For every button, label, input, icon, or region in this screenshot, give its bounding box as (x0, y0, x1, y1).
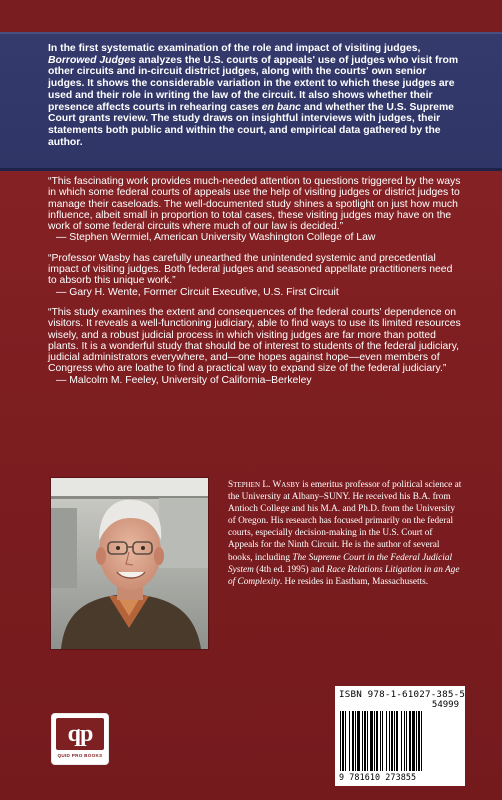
endorsement-1 (48, 176, 462, 244)
barcode-bar (374, 711, 375, 771)
quote-attribution: — Malcolm M. Feeley, University of California–Berkeley (56, 374, 312, 386)
isbn-number: ISBN 978-1-61027-385-5 (339, 689, 466, 700)
barcode-bar (389, 711, 390, 771)
barcode-bar (376, 711, 378, 771)
endorsement-3 (48, 307, 462, 386)
barcode-bar (412, 711, 415, 771)
barcode-bar (382, 711, 383, 771)
barcode-bar (340, 711, 341, 771)
barcode-bar (355, 711, 356, 771)
author-photo (51, 478, 208, 649)
barcode-bar (349, 711, 350, 771)
barcode-bar (367, 711, 368, 771)
barcode-bar (418, 711, 420, 771)
barcode-bar (380, 711, 381, 771)
author-portrait-icon (51, 478, 208, 649)
barcode-bar (396, 711, 398, 771)
description-end: and whether the U.S. Supreme Court grants review. The study draws on insightful interviews with judges, their statements both public and within the court, and empirical data gathered by the author. (48, 101, 454, 148)
quote-text: “This study examines the extent and consequences of the federal courts' dependence on visitors. It reveals a well-functioning judiciary, able to find ways to use its limited resources wisely, and a robust judicial process in which visiting judges are far more than potted plants. It is a wonderful study that should be of interest to students of the federal judiciary, judicial administrators everywhere, and—one hopes against hope—even members of Congress who are loathe to find a practical way to expand size of the federal judiciary.” (48, 306, 461, 375)
barcode-digits: 9 781610 273855 (339, 772, 417, 782)
quote-attribution: — Gary H. Wente, Former Circuit Executive, U.S. First Circuit (56, 286, 339, 298)
barcode-bar (370, 711, 373, 771)
barcode-bar (391, 711, 393, 771)
barcode-bar (409, 711, 411, 771)
publisher-logo (52, 714, 108, 764)
book-title-1: The Supreme Court in the Federal Judicial System (228, 552, 453, 575)
quote-text: “Professor Wasby has carefully unearthed the unintended systemic and precedential impact of visiting judges. Both federal judges and seasoned appellate practitioners need to absorb this unique work.” (48, 252, 453, 287)
description-intro: In the first systematic examination of the role and impact of visiting judges, (48, 43, 421, 54)
quote-attribution: — Stephen Wermiel, American University Washington College of Law (56, 232, 376, 244)
bio-text-2: (4th ed. 1995) and (253, 564, 327, 575)
endorsement-2 (48, 253, 462, 298)
description-middle: analyzes the U.S. courts of appeals' use of judges who visit from other circuits and in-circuit district judges, along with the courts' own senior judges. It shows the considerable variation in the extent to which these judges are used and their role in writing the law of the circuit. It also shows whether their presence affects courts in rehearing cases (48, 54, 459, 113)
barcode-bar (357, 711, 360, 771)
barcode-bar (352, 711, 354, 771)
en-banc-italic: en banc (261, 101, 301, 113)
barcode-bar (394, 711, 395, 771)
barcode-bar (364, 711, 366, 771)
barcode-bar (416, 711, 417, 771)
quote-text: “This fascinating work provides much-needed attention to questions triggered by the ways in which some federal courts of appeals use the help of visiting judges or district judges to manage their caseloads. The well-documented study shines a spotlight on just how much influence, albeit small in proportion to total cases, these visiting judges may have on the work of some federal circuits where much of our law is decided.” (48, 176, 461, 233)
publisher-name: QUID PRO BOOKS (57, 753, 103, 758)
barcode-bar (401, 711, 402, 771)
barcode-bar (342, 711, 344, 771)
bio-text-1: is emeritus professor of political science at the University at Albany–SUNY. He received his B.A. from Antioch College and his M.A. and Ph.D. from the University of Oregon. His research has focused primarily on the federal courts, especially decision-making in the U.S. Court of Appeals for the Ninth Circuit. He is the author of several books, including (228, 480, 462, 563)
book-title-italic: Borrowed Judges (48, 54, 136, 66)
endorsements (48, 176, 462, 395)
price-code: 54999 (431, 700, 459, 710)
book-description (48, 43, 462, 148)
barcode-bar (421, 711, 422, 771)
isbn-barcode (335, 686, 465, 786)
barcode-bar (406, 711, 407, 771)
barcode-bar (404, 711, 405, 771)
book-title-2: Race Relations Litigation in an Age of Complexity (228, 564, 460, 587)
author-name: Stephen L. Wasby (228, 480, 300, 490)
top-strip (0, 0, 502, 32)
barcode-bar (362, 711, 363, 771)
barcode-icon (340, 711, 460, 771)
barcode-bar (386, 711, 387, 771)
logo-mark: qp (56, 718, 104, 750)
author-bio (228, 479, 464, 588)
barcode-bar (345, 711, 346, 771)
bio-text-3: . He resides in Eastham, Massachusetts. (279, 576, 429, 587)
